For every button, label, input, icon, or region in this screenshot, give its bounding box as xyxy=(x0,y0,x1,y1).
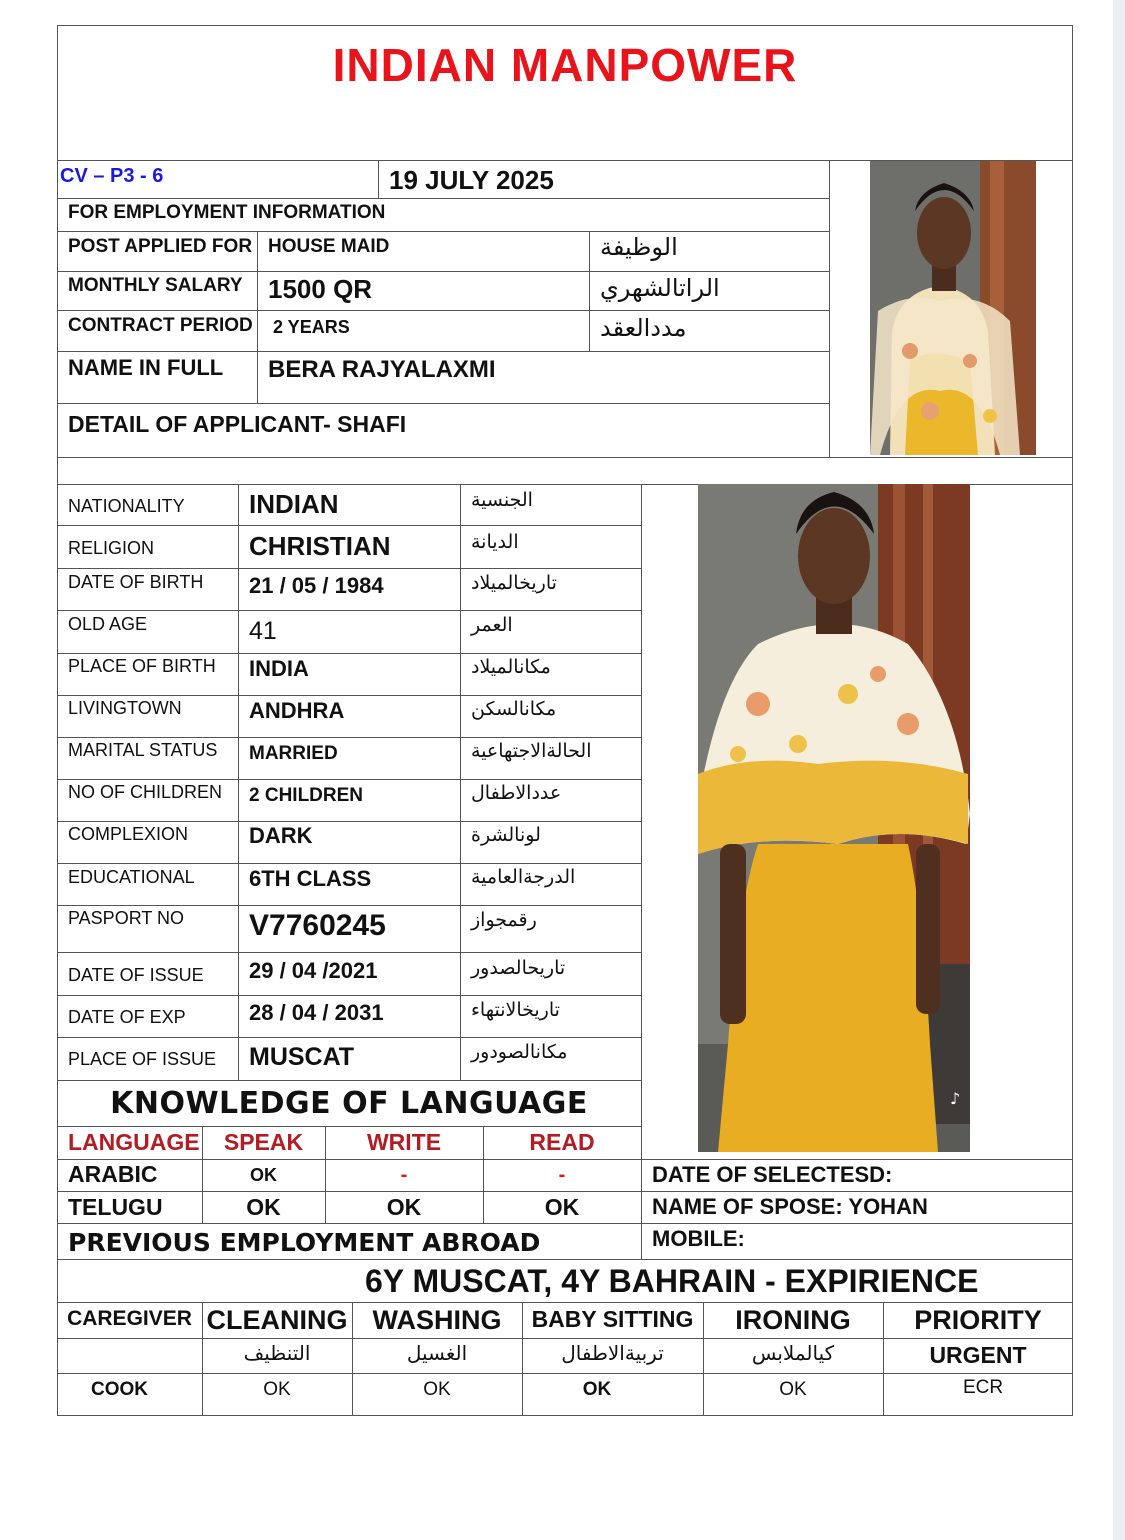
marital-value: MARRIED xyxy=(249,743,338,764)
right-scrollbar-track xyxy=(1113,0,1125,1540)
cv-code: CV – P3 - 6 xyxy=(60,165,164,187)
language-header: LANGUAGE xyxy=(68,1129,200,1155)
complexion-arabic: لونالشرة xyxy=(471,824,541,846)
education-value: 6TH CLASS xyxy=(249,866,372,891)
pob-value: INDIA xyxy=(249,656,309,681)
complexion-label: COMPLEXION xyxy=(68,824,189,844)
cv-date: 19 JULY 2025 xyxy=(389,165,554,195)
issue-place-arabic: مكانالصودور xyxy=(471,1041,568,1063)
applicant-photo-full xyxy=(698,484,970,1152)
pob-arabic: مكانالميلاد xyxy=(471,656,551,678)
exp-date-label: DATE OF EXP xyxy=(68,1007,186,1027)
contract-arabic: مددالعقد xyxy=(600,314,687,342)
issue-date-value: 29 / 04 /2021 xyxy=(249,958,378,983)
skill-baby-sitting: BABY SITTING xyxy=(531,1306,694,1332)
issue-date-label: DATE OF ISSUE xyxy=(68,965,204,985)
exp-date-arabic: تاريخالانتهاء xyxy=(471,999,560,1021)
value-cleaning: OK xyxy=(263,1379,291,1400)
telugu-write: OK xyxy=(386,1194,422,1220)
cv-sheet xyxy=(57,25,1073,1416)
language-section-title: KNOWLEDGE OF LANGUAGE xyxy=(110,1086,588,1121)
pob-label: PLACE OF BIRTH xyxy=(68,656,216,676)
value-washing: OK xyxy=(423,1379,451,1400)
arabic-speak: OK xyxy=(250,1165,277,1185)
skill-cleaning: CLEANING xyxy=(206,1305,348,1335)
employment-section-title: FOR EMPLOYMENT INFORMATION xyxy=(68,202,386,223)
telugu-language: TELUGU xyxy=(68,1194,163,1220)
issue-date-arabic: تاريحالصدور xyxy=(471,957,566,979)
applicant-detail: DETAIL OF APPLICANT- SHAFI xyxy=(68,411,407,437)
salary-label: MONTHLY SALARY xyxy=(68,275,243,296)
speak-header: SPEAK xyxy=(223,1129,304,1155)
skill-washing: WASHING xyxy=(372,1305,502,1335)
dob-value: 21 / 05 / 1984 xyxy=(249,573,384,598)
salary-arabic: الراتالشهري xyxy=(600,274,720,302)
passport-arabic: رقمجواز xyxy=(471,909,537,931)
value-baby-sitting: OK xyxy=(582,1379,612,1400)
skill-priority: PRIORITY xyxy=(914,1305,1042,1335)
passport-value: V7760245 xyxy=(249,909,386,942)
education-arabic: الدرجةالعامية xyxy=(471,866,576,888)
contract-value: 2 YEARS xyxy=(273,317,350,337)
skill-caregiver: CAREGIVER xyxy=(67,1307,192,1330)
post-arabic: الوظيفة xyxy=(600,233,678,261)
arabic-language: ARABIC xyxy=(68,1161,158,1187)
applicant-photo-small xyxy=(870,161,1036,455)
post-value: HOUSE MAID xyxy=(268,236,390,257)
previous-employment-value: 6Y MUSCAT, 4Y BAHRAIN - EXPIRIENCE xyxy=(365,1263,979,1299)
issue-place-label: PLACE OF ISSUE xyxy=(68,1049,217,1069)
nationality-label: NATIONALITY xyxy=(68,496,185,516)
dob-label: DATE OF BIRTH xyxy=(68,572,204,592)
skill-ironing: IRONING xyxy=(735,1305,851,1335)
priority-urgent: URGENT xyxy=(929,1342,1027,1368)
arabic-baby-sitting: تربيةالاطفال xyxy=(561,1341,664,1365)
livingtown-value: ANDHRA xyxy=(249,698,345,723)
passport-label: PASPORT NO xyxy=(68,908,185,928)
age-value: 41 xyxy=(249,617,277,645)
value-ecr: ECR xyxy=(962,1377,1004,1398)
complexion-value: DARK xyxy=(249,823,313,848)
dob-arabic: تاريخالميلاد xyxy=(471,572,557,594)
page-title: INDIAN MANPOWER xyxy=(332,39,798,91)
write-header: WRITE xyxy=(366,1129,442,1155)
previous-employment-title: PREVIOUS EMPLOYMENT ABROAD xyxy=(68,1228,541,1257)
read-header: READ xyxy=(529,1129,595,1155)
children-label: NO OF CHILDREN xyxy=(68,782,223,802)
age-arabic: العمر xyxy=(471,614,513,636)
livingtown-arabic: مكانالسكن xyxy=(471,698,557,720)
name-label: NAME IN FULL xyxy=(68,355,224,380)
arabic-write: - xyxy=(400,1164,408,1186)
name-value: BERA RAJYALAXMI xyxy=(268,356,496,383)
tiktok-icon: ♪ xyxy=(950,1089,961,1108)
marital-arabic: الحالةالاجتهاعية xyxy=(471,740,592,762)
arabic-ironing: كيالملابس xyxy=(751,1341,835,1365)
arabic-cleaning: التنظيف xyxy=(243,1341,311,1365)
contract-label: CONTRACT PERIOD xyxy=(68,315,253,336)
exp-date-value: 28 / 04 / 2031 xyxy=(249,1000,384,1025)
issue-place-value: MUSCAT xyxy=(249,1043,355,1071)
mobile: MOBILE: xyxy=(652,1226,745,1251)
livingtown-label: LIVINGTOWN xyxy=(68,698,182,718)
spouse-name: NAME OF SPOSE: YOHAN xyxy=(652,1194,928,1219)
nationality-arabic: الجنسية xyxy=(471,489,533,511)
marital-label: MARITAL STATUS xyxy=(68,740,218,760)
age-label: OLD AGE xyxy=(68,614,148,634)
arabic-washing: الغسيل xyxy=(406,1341,468,1365)
religion-value: CHRISTIAN xyxy=(249,531,391,561)
post-label: POST APPLIED FOR xyxy=(68,236,253,257)
children-value: 2 CHILDREN xyxy=(249,785,364,806)
children-arabic: عددالاطفال xyxy=(471,782,562,804)
telugu-speak: OK xyxy=(246,1194,281,1220)
nationality-value: INDIAN xyxy=(249,489,339,519)
value-ironing: OK xyxy=(779,1379,807,1400)
value-cook: COOK xyxy=(91,1379,148,1400)
education-label: EDUCATIONAL xyxy=(68,867,195,887)
telugu-read: OK xyxy=(544,1194,580,1220)
salary-value: 1500 QR xyxy=(268,274,373,304)
religion-arabic: الديانة xyxy=(471,531,519,553)
religion-label: RELIGION xyxy=(68,538,155,558)
arabic-read: - xyxy=(558,1164,566,1186)
date-selected: DATE OF SELECTESD: xyxy=(652,1162,893,1187)
